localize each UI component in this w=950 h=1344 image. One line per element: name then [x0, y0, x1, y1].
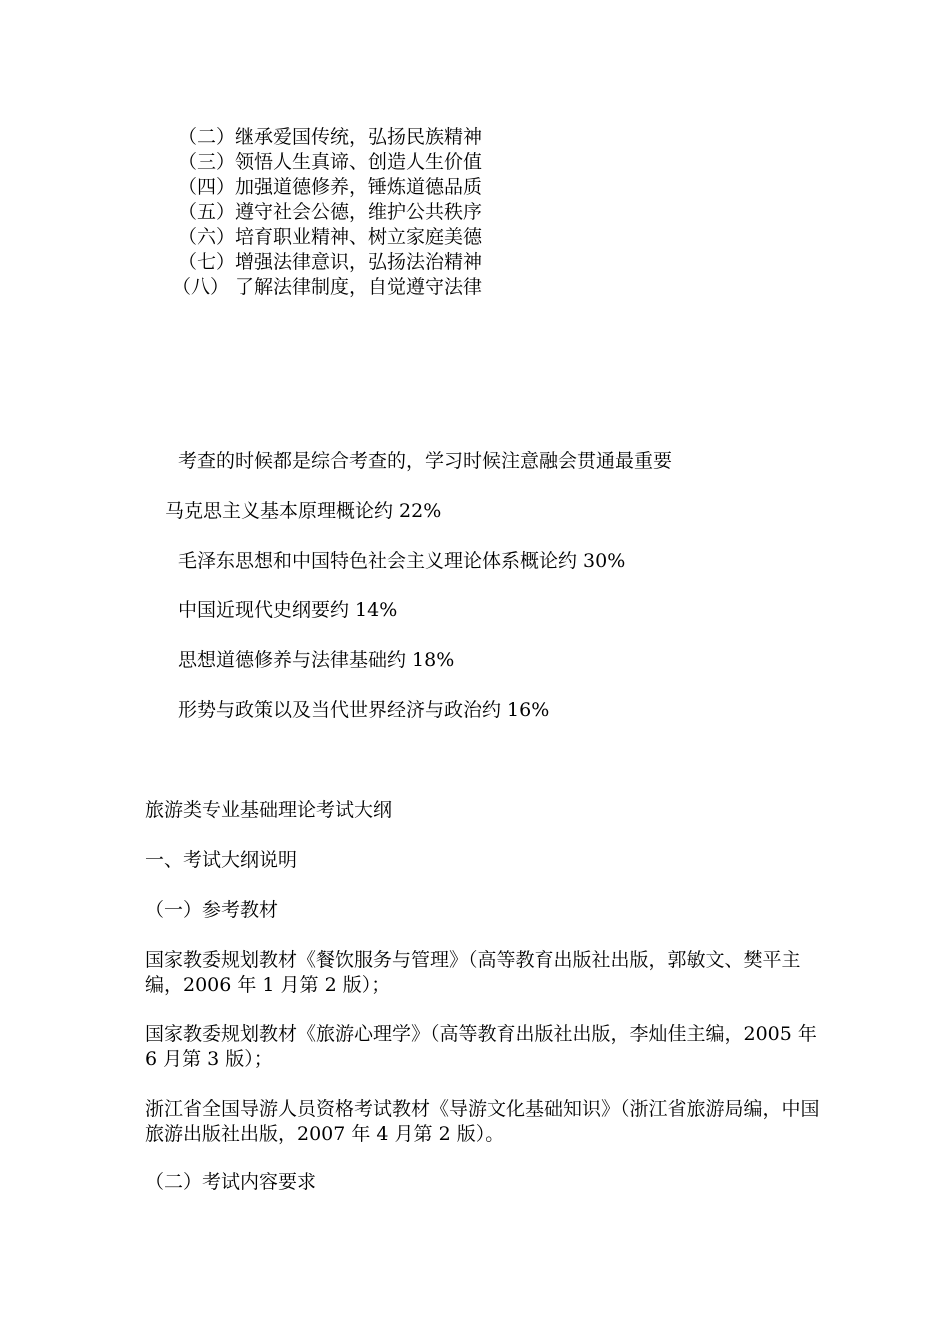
- weight-item: 思想道德修养与法律基础约 18%: [178, 649, 455, 671]
- outline-item-4: （四）加强道德修养，锤炼道德品质: [178, 176, 483, 198]
- section-title: 旅游类专业基础理论考试大纲: [145, 799, 393, 821]
- outline-item-8: （八） 了解法律制度，自觉遵守法律: [172, 276, 483, 298]
- section-heading: 一、考试大纲说明: [145, 849, 298, 871]
- weight-item: 中国近现代史纲要约 14%: [178, 599, 398, 621]
- outline-item-5: （五）遵守社会公德，维护公共秩序: [178, 201, 483, 223]
- subsection-heading: （一）参考教材: [145, 899, 279, 921]
- weight-item: 毛泽东思想和中国特色社会主义理论体系概论约 30%: [178, 550, 626, 572]
- weight-item: 马克思主义基本原理概论约 22%: [165, 500, 442, 522]
- outline-item-7: （七）增强法律意识，弘扬法治精神: [178, 251, 483, 273]
- reference-book: 浙江省全国导游人员资格考试教材《导游文化基础知识》（浙江省旅游局编，中国旅游出版社出版，2007 年 4 月第 2 版）。: [145, 1098, 820, 1145]
- reference-book: 国家教委规划教材《旅游心理学》（高等教育出版社出版，李灿佳主编，2005 年 6 月第 3 版）；: [145, 1023, 817, 1070]
- outline-item-2: （二）继承爱国传统，弘扬民族精神: [178, 126, 483, 148]
- outline-item-3: （三）领悟人生真谛、创造人生价值: [178, 151, 483, 173]
- reference-book: 国家教委规划教材《餐饮服务与管理》（高等教育出版社出版，郭敏文、樊平主编，2006 年 1 月第 2 版）；: [145, 949, 801, 996]
- study-note: 考查的时候都是综合考查的，学习时候注意融会贯通最重要: [178, 450, 673, 472]
- subsection-heading: （二）考试内容要求: [145, 1171, 317, 1193]
- outline-item-6: （六）培育职业精神、树立家庭美德: [178, 226, 483, 248]
- weight-item: 形势与政策以及当代世界经济与政治约 16%: [178, 699, 550, 721]
